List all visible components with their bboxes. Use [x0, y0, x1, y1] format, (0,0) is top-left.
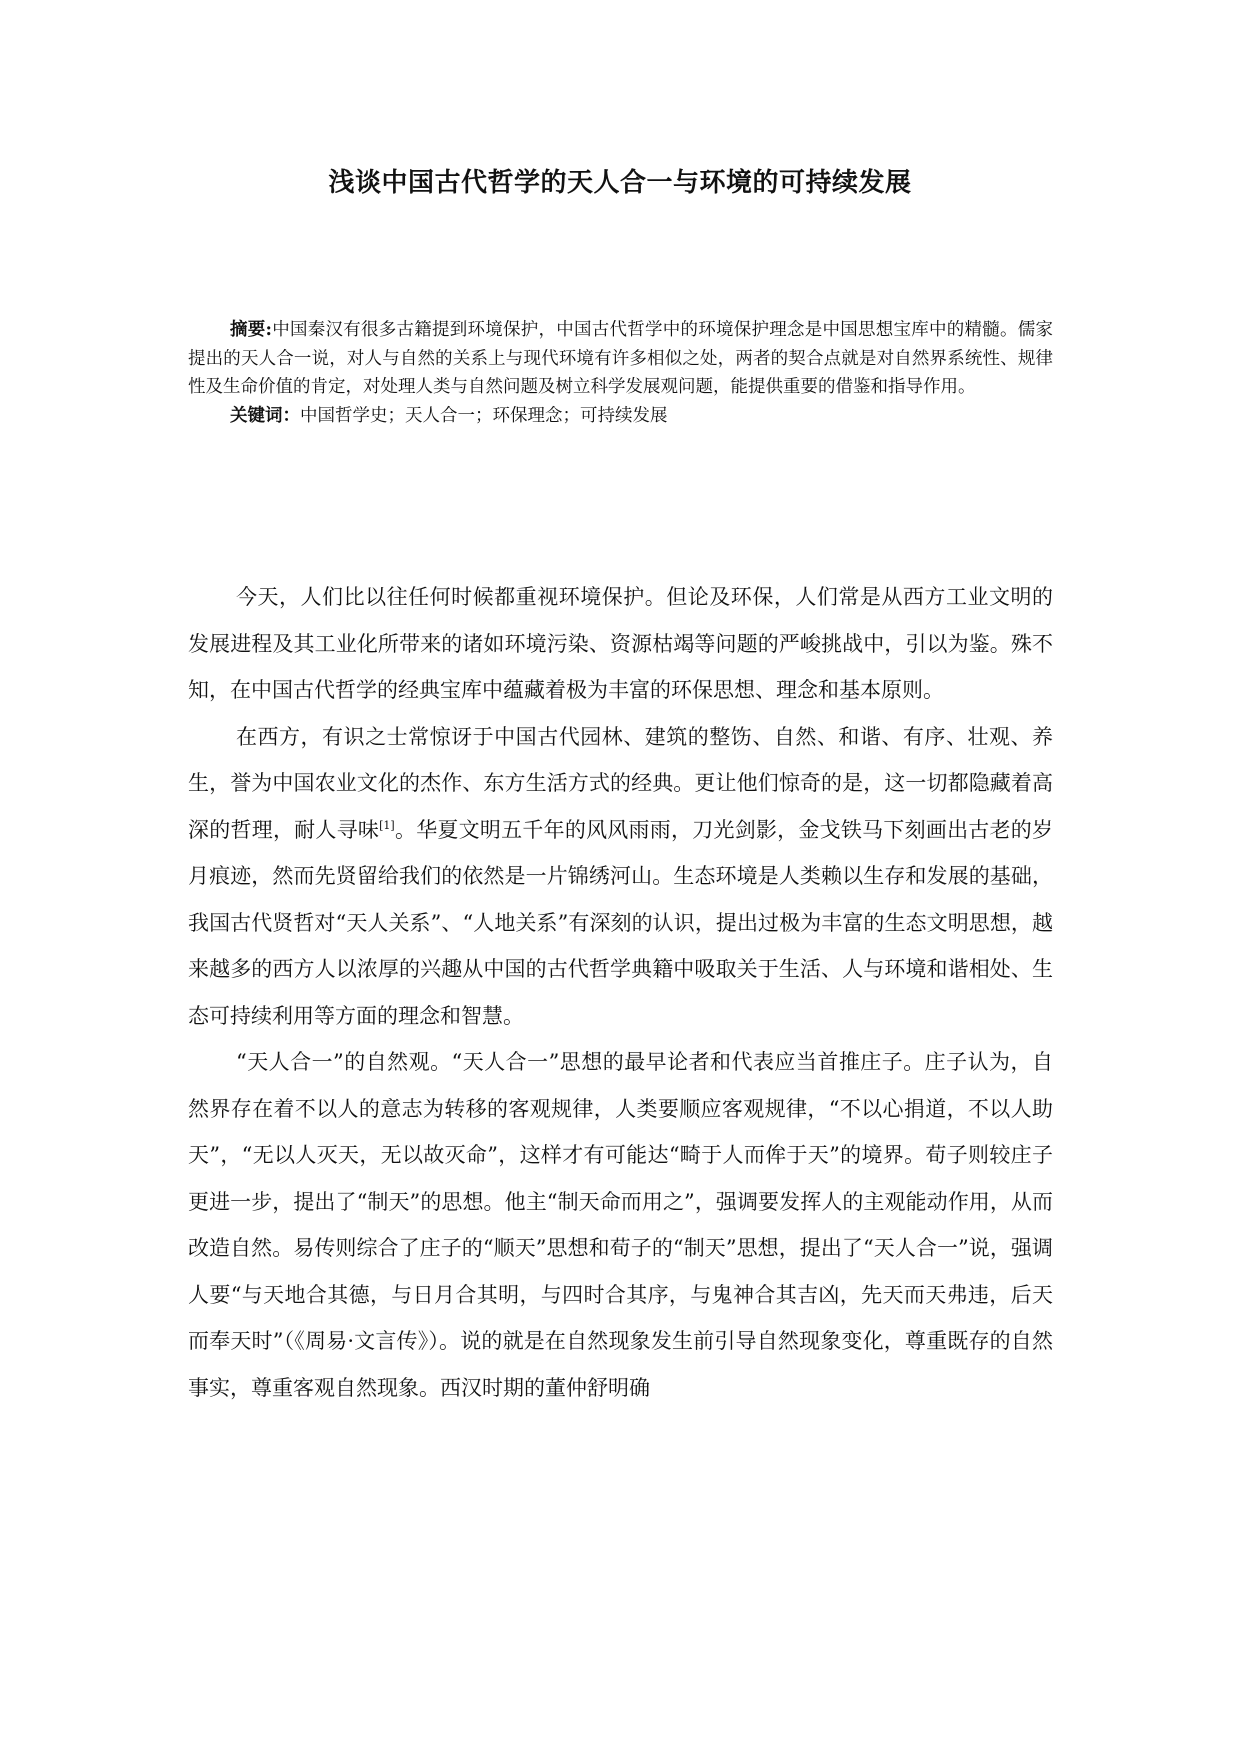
abstract-paragraph: [188, 316, 1053, 402]
body-paragraph-2-text-b: 。华夏文明五千年的风风雨雨，刀光剑影，金戈铁马下刻画出古老的岁月痕迹，然而先贤留给我们的依然是一片锦绣河山。生态环境是人类赖以生存和发展的基础，我国古代贤哲对“天人关系”、“人地关系”有深刻的认识，提出过极为丰富的生态文明思想，越来越多的西方人以浓厚的兴趣从中国的古代哲学典籍中吸取关于生活、人与环境和谐相处、生态可持续利用等方面的理念和智慧。: [188, 817, 1054, 1028]
keywords-body: 中国哲学史；天人合一；环保理念；可持续发展: [300, 405, 668, 426]
body-paragraph-1: 今天，人们比以往任何时候都重视环境保护。但论及环保，人们常是从西方工业文明的发展进程及其工业化所带来的诸如环境污染、资源枯竭等问题的严峻挑战中，引以为鉴。殊不知，在中国古代哲学的经典宝库中蕴藏着极为丰富的环保思想、理念和基本原则。: [188, 585, 1053, 702]
keywords-line: [188, 402, 1053, 431]
body-paragraph-3: “天人合一”的自然观。“天人合一”思想的最早论者和代表应当首推庄子。庄子认为，自然界存在着不以人的意志为转移的客观规律，人类要顺应客观规律，“不以心捐道，不以人助天”，“无以人灭天，无以故灭命”，这样才有可能达“畸于人而侔于天”的境界。荀子则较庄子更进一步，提出了“制天”的思想。他主“制天命而用之”，强调要发挥人的主观能动作用，从而改造自然。易传则综合了庄子的“顺天”思想和荀子的“制天”思想，提出了“天人合一”说，强调人要“与天地合其德，与日月合其明，与四时合其序，与鬼神合其吉凶，先天而天弗违，后天而奉天时”（《周易·文言传》）。说的就是在自然现象发生前引导自然现象变化，尊重既存的自然事实，尊重客观自然现象。西汉时期的董仲舒明确: [188, 1050, 1053, 1400]
footnote-reference[interactable]: [1]: [379, 818, 395, 832]
body-paragraph-2-text-a: 在西方，有识之士常惊讶于中国古代园林、建筑的整饬、自然、和谐、有序、壮观、养生，誉为中国农业文化的杰作、东方生活方式的经典。更让他们惊奇的是，这一切都隐藏着高深的哲理，耐人寻味: [188, 724, 1053, 842]
paper-title: 浅谈中国古代哲学的天人合一与环境的可持续发展: [328, 168, 912, 198]
main-body: [188, 574, 1053, 1411]
abstract-body: 中国秦汉有很多古籍提到环境保护，中国古代哲学中的环境保护理念是中国思想宝库中的精髓。儒家提出的天人合一说，对人与自然的关系上与现代环境有许多相似之处，两者的契合点就是对自然界系统性、规律性及生命价值的肯定，对处理人类与自然问题及树立科学发展观问题，能提供重要的借鉴和指导作用。: [188, 320, 1053, 397]
abstract-label: 摘要:: [230, 320, 272, 340]
body-paragraph-2: [188, 714, 1053, 1040]
keywords-label: 关键词：: [230, 405, 300, 426]
abstract-section: [188, 316, 1053, 430]
